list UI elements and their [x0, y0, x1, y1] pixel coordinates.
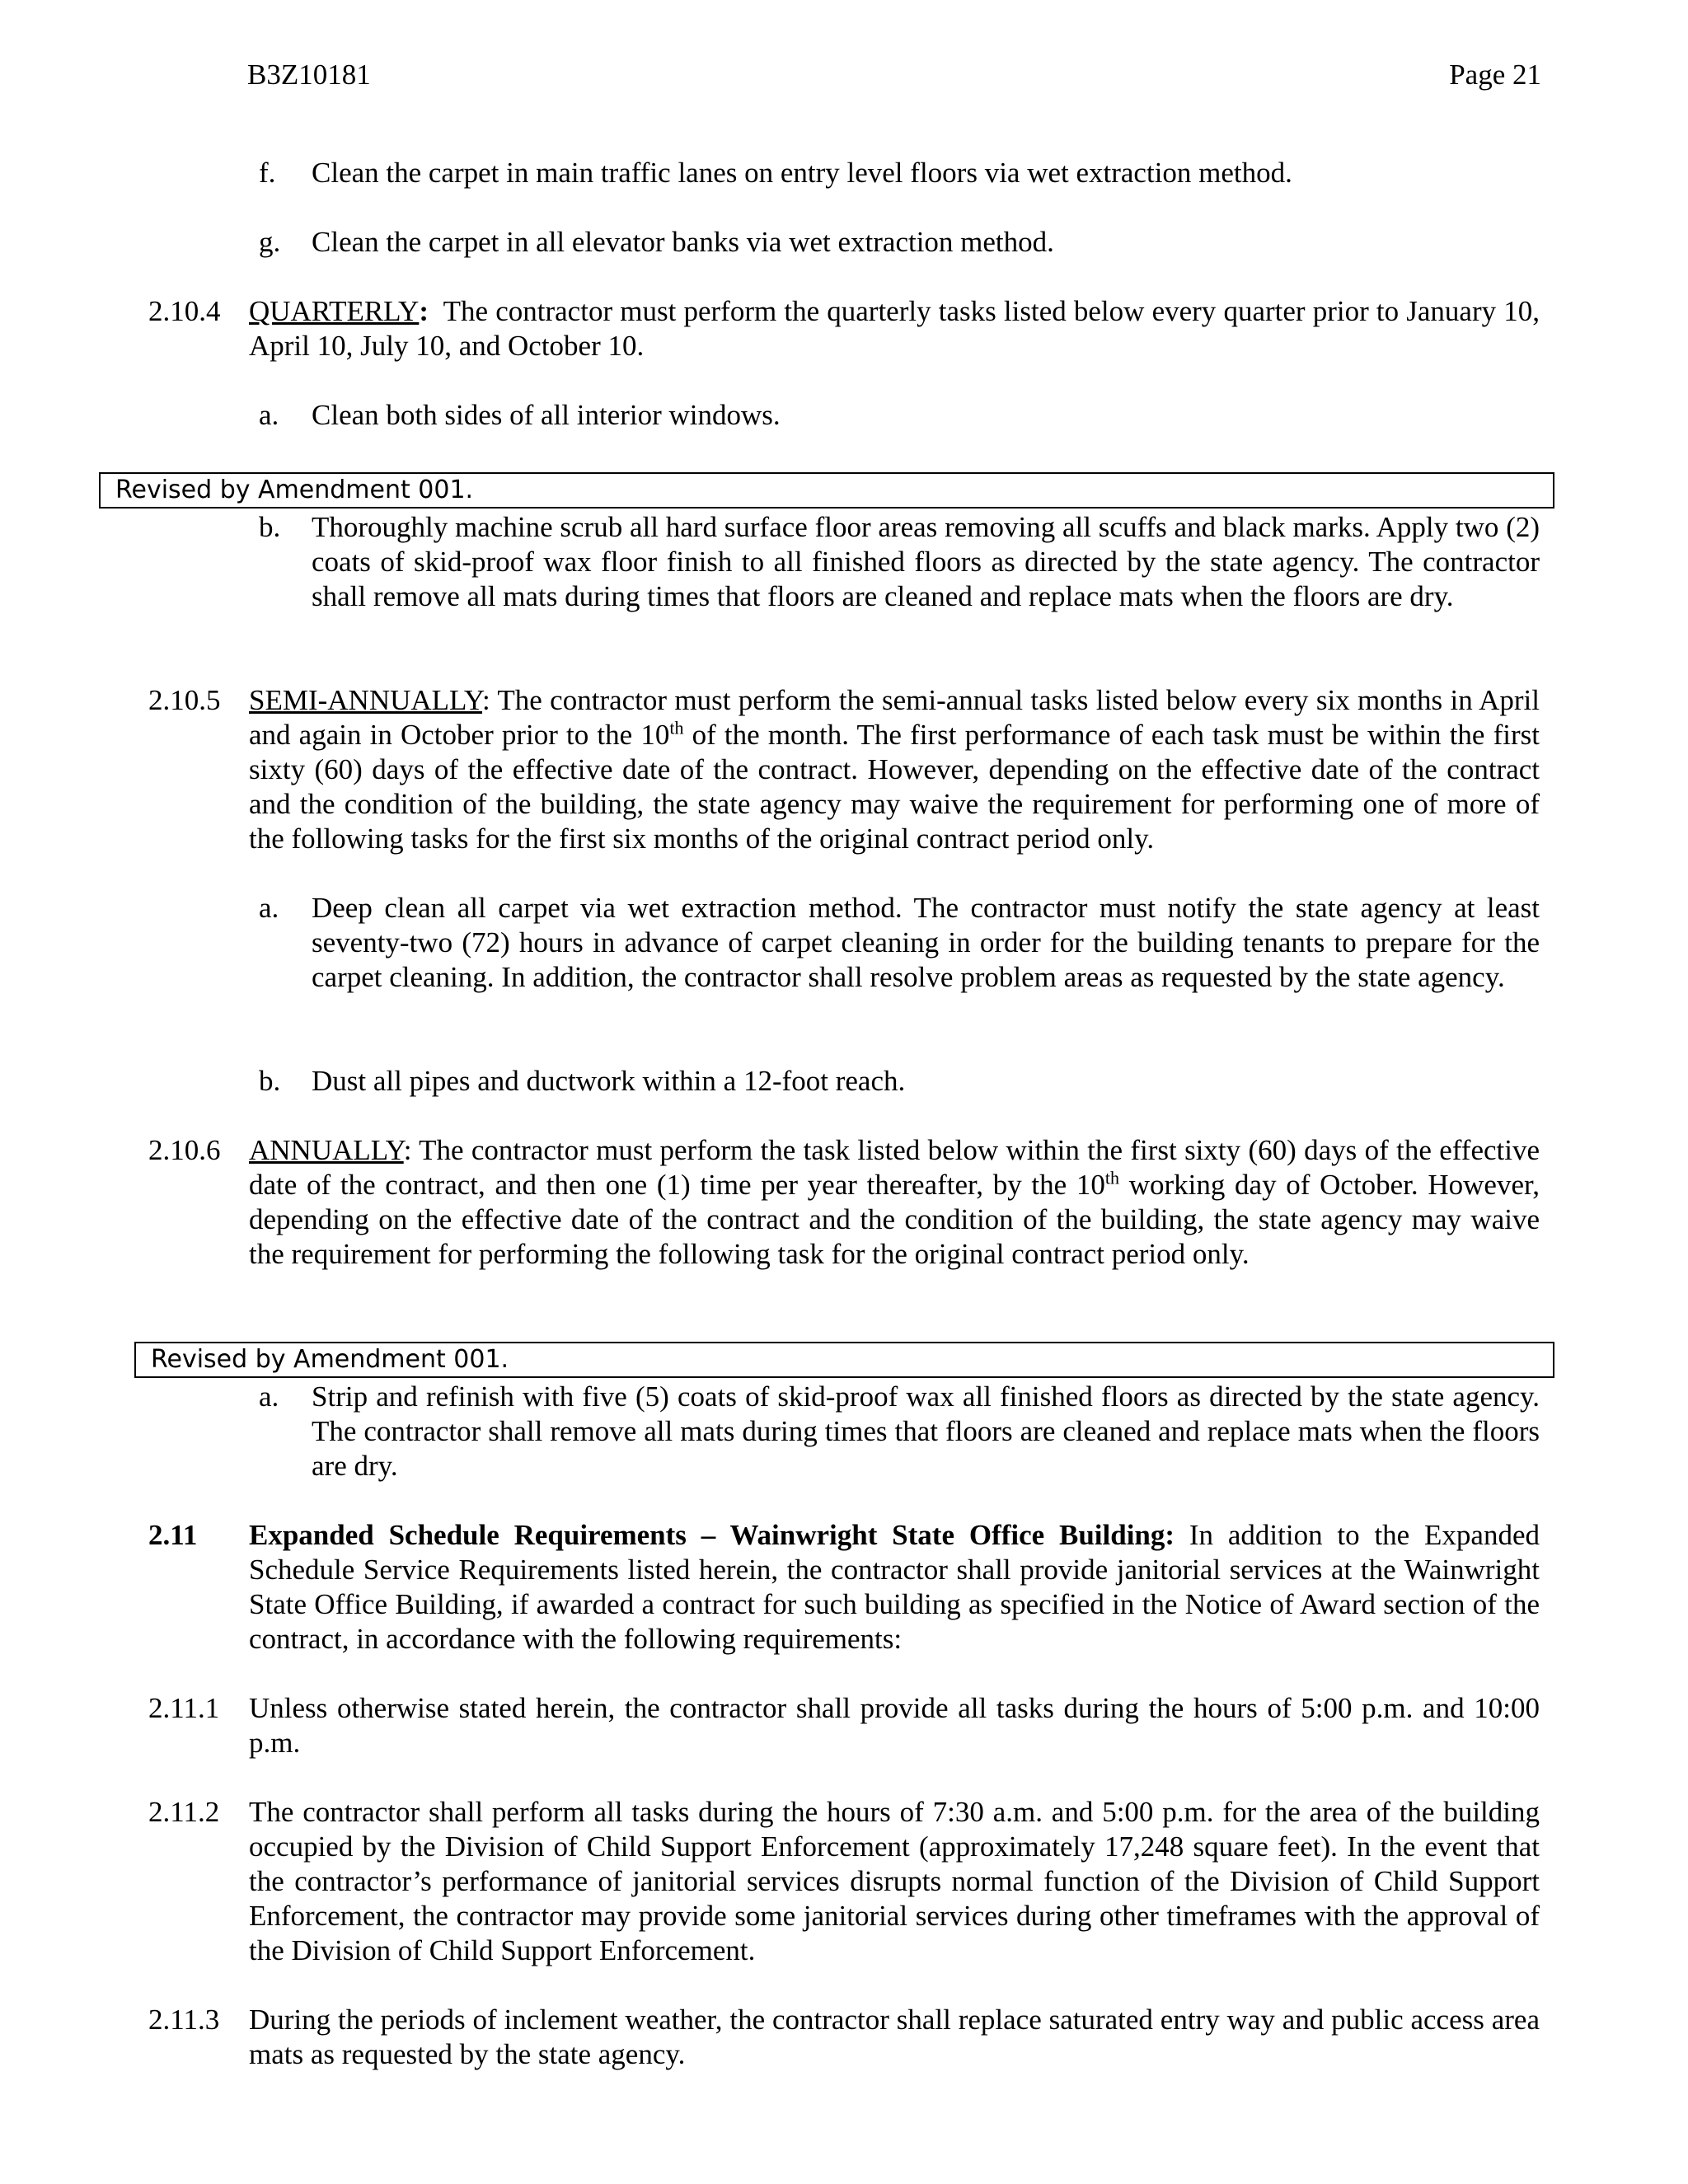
- page-number: Page 21: [1449, 59, 1541, 91]
- item-2-10-6-a-text: Strip and refinish with five (5) coats of skid-proof wax all finished floors as directed by the state agency. The contractor shall remove all mats during times that floors are cleaned and replace mats when the floors are dry.: [312, 1380, 1540, 1482]
- section-2-11-1-text: Unless otherwise stated herein, the contractor shall provide all tasks during the hours of 5:00 p.m. and 10:00 p.m.: [249, 1692, 1540, 1759]
- item-2-10-4-a-letter: a.: [259, 399, 279, 431]
- section-2-11-text: In addition to the Expanded Schedule Service Requirements listed herein, the contractor shall provide janitorial services at the Wainwright State Office Building, if awarded a contract for such building as specified in the Notice of Award section of the contract, in accordance with the following requirements:: [249, 1519, 1540, 1655]
- amendment-box-1: Revised by Amendment 001.: [99, 472, 1554, 509]
- section-2-11-2-text: The contractor shall perform all tasks during the hours of 7:30 a.m. and 5:00 p.m. for the area of the building occupied by the Division of Child Support Enforcement (approximately 17,248 square feet). In the event that the contractor’s performance of janitorial services disrupts normal function of the Division of Child Support Enforcement, the contractor may provide some janitorial services during other timeframes with the approval of the Division of Child Support Enforcement.: [249, 1796, 1540, 1966]
- section-2-10-5-text-1: : The contractor must perform the semi-annual tasks listed below every six months in April and again in October prior to the 10: [249, 684, 1540, 751]
- section-2-10-5-text-2: of the month. The first performance of each task must be within the first sixty (60) days of the effective date of the contract. However, depending on the effective date of the contract and the condition of the building, the state agency may waive the requirement for performing one of more of the following tasks for the first six months of the original contract period only.: [249, 719, 1540, 855]
- item-f-text: Clean the carpet in main traffic lanes on entry level floors via wet extraction method.: [312, 157, 1292, 189]
- section-2-10-6-paragraph: [249, 1133, 1540, 1272]
- section-2-10-4-title: QUARTERLY: [249, 295, 420, 327]
- section-2-10-4-text: The contractor must perform the quarterly tasks listed below every quarter prior to January 10, April 10, July 10, and October 10.: [249, 295, 1540, 362]
- section-2-10-4-paragraph: [249, 294, 1540, 363]
- section-2-10-4-number: 2.10.4: [148, 295, 221, 327]
- item-g-letter: g.: [259, 226, 281, 258]
- section-2-11-title: Expanded Schedule Requirements – Wainwright State Office Building:: [249, 1519, 1175, 1551]
- item-f-letter: f.: [259, 157, 276, 189]
- item-g-text: Clean the carpet in all elevator banks via wet extraction method.: [312, 226, 1054, 258]
- amendment-box-2: Revised by Amendment 001.: [134, 1342, 1554, 1378]
- item-2-10-5-b-letter: b.: [259, 1065, 281, 1097]
- section-2-11-paragraph: [249, 1518, 1540, 1657]
- item-2-10-4-b-text: Thoroughly machine scrub all hard surface floor areas removing all scuffs and black marks. Apply two (2) coats of skid-proof wax floor finish to all finished floors as directed by the state agency. The contractor shall remove all mats during times that floors are cleaned and replace mats when the floors are dry.: [312, 511, 1540, 612]
- section-2-11-number: 2.11: [148, 1519, 198, 1551]
- item-2-10-5-b-text: Dust all pipes and ductwork within a 12-foot reach.: [312, 1065, 906, 1097]
- section-2-10-6-text-1: : The contractor must perform the task listed below within the first sixty (60) days of the effective date of the contract, and then one (1) time per year thereafter, by the 10: [249, 1134, 1540, 1201]
- item-2-10-4-a-text: Clean both sides of all interior windows.: [312, 399, 781, 431]
- item-2-10-5-a-text: Deep clean all carpet via wet extraction method. The contractor must notify the state agency at least seventy-two (72) hours in advance of carpet cleaning in order for the building tenants to prepare for the carpet cleaning. In addition, the contractor shall resolve problem areas as requested by the state agency.: [312, 892, 1540, 993]
- section-2-10-5-paragraph: [249, 683, 1540, 856]
- section-2-10-6-text-2: working day of October. However, depending on the effective date of the contract and the condition of the building, the state agency may waive the requirement for performing the following task for the original contract period only.: [249, 1169, 1540, 1270]
- item-2-10-4-b-letter: b.: [259, 511, 281, 543]
- item-2-10-6-a-letter: a.: [259, 1380, 279, 1413]
- section-2-10-5-superscript: th: [669, 717, 684, 738]
- section-2-11-3-number: 2.11.3: [148, 2004, 220, 2036]
- item-2-10-5-a-letter: a.: [259, 892, 279, 924]
- section-2-11-1-number: 2.11.1: [148, 1692, 220, 1724]
- section-2-10-5-number: 2.10.5: [148, 684, 221, 716]
- section-2-10-6-superscript: th: [1104, 1167, 1119, 1188]
- section-2-11-2-number: 2.11.2: [148, 1796, 220, 1828]
- section-2-10-6-number: 2.10.6: [148, 1134, 221, 1166]
- section-2-10-5-title: SEMI-ANNUALLY: [249, 684, 482, 716]
- section-2-10-6-title: ANNUALLY: [249, 1134, 404, 1166]
- section-2-10-4-colon: :: [419, 295, 429, 327]
- document-id: B3Z10181: [247, 59, 371, 91]
- section-2-11-3-text: During the periods of inclement weather, the contractor shall replace saturated entry way and public access area mats as requested by the state agency.: [249, 2004, 1540, 2070]
